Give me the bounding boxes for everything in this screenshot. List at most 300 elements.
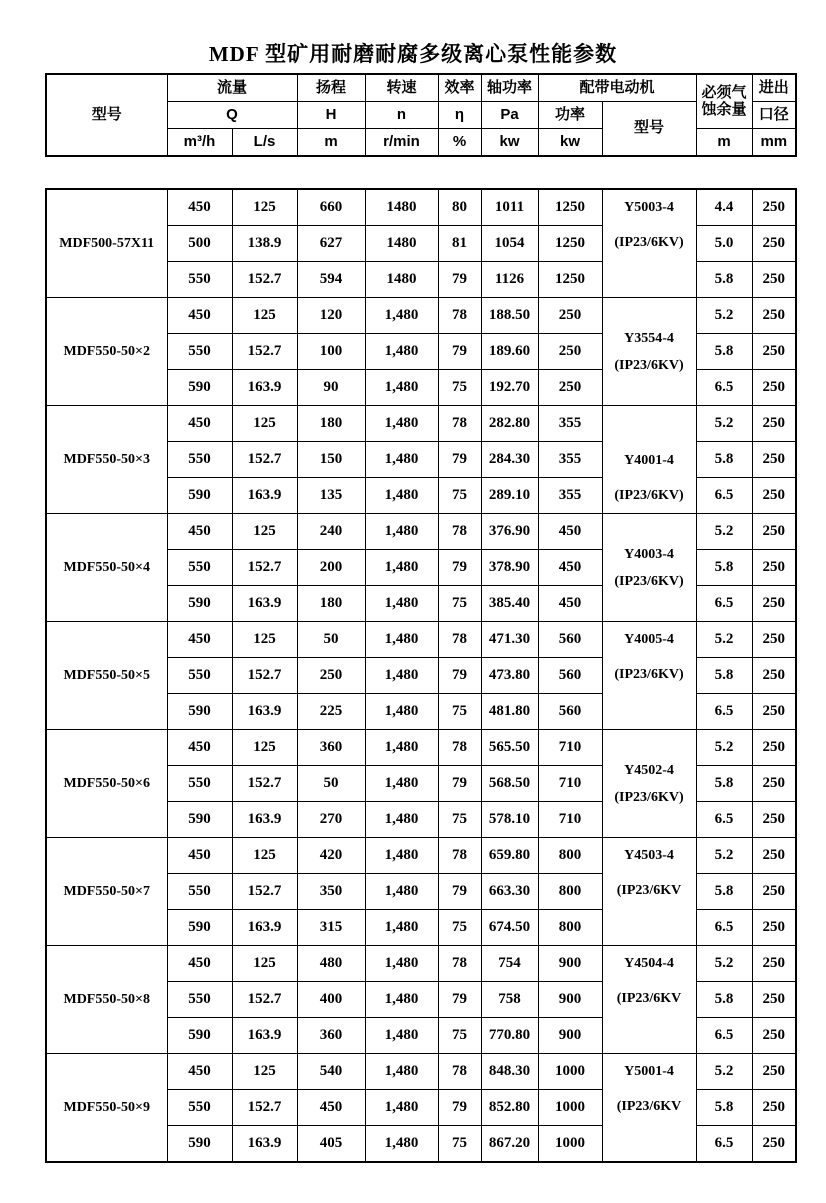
head-cell: 420 bbox=[297, 838, 365, 874]
npsh-cell: 6.5 bbox=[696, 802, 752, 838]
flow-ls-cell: 163.9 bbox=[232, 910, 297, 946]
diameter-cell: 250 bbox=[752, 838, 796, 874]
speed-cell: 1,480 bbox=[365, 550, 438, 586]
flow-m3h-cell: 450 bbox=[167, 838, 232, 874]
efficiency-cell: 75 bbox=[438, 910, 481, 946]
motor-model-line: Y4005-4 bbox=[624, 632, 674, 647]
head-cell: 150 bbox=[297, 442, 365, 478]
flow-ls-cell: 163.9 bbox=[232, 1126, 297, 1163]
shaft-power-cell: 848.30 bbox=[481, 1054, 538, 1090]
flow-ls-cell: 152.7 bbox=[232, 874, 297, 910]
motor-protection-line: (IP23/6KV) bbox=[614, 488, 684, 503]
motor-power-cell: 560 bbox=[538, 622, 602, 658]
efficiency-cell: 78 bbox=[438, 730, 481, 766]
flow-m3h-cell: 590 bbox=[167, 1018, 232, 1054]
diameter-cell: 250 bbox=[752, 370, 796, 406]
diameter-cell: 250 bbox=[752, 622, 796, 658]
motor-protection-line: (IP23/6KV) bbox=[614, 667, 684, 682]
motor-power-cell: 450 bbox=[538, 550, 602, 586]
col-header-pump-model: 型号 bbox=[46, 74, 167, 156]
col-header-efficiency: 效率 bbox=[438, 74, 481, 102]
motor-power-cell: 710 bbox=[538, 766, 602, 802]
shaft-power-cell: 867.20 bbox=[481, 1126, 538, 1163]
speed-cell: 1,480 bbox=[365, 586, 438, 622]
spec-row bbox=[46, 514, 796, 550]
diameter-cell: 250 bbox=[752, 874, 796, 910]
col-header-head-symbol: H bbox=[297, 102, 365, 129]
npsh-cell: 6.5 bbox=[696, 586, 752, 622]
col-header-npsh-unit: m bbox=[696, 129, 752, 157]
shaft-power-cell: 1054 bbox=[481, 226, 538, 262]
head-cell: 100 bbox=[297, 334, 365, 370]
speed-cell: 1,480 bbox=[365, 910, 438, 946]
motor-model-line: Y5003-4 bbox=[624, 200, 674, 215]
motor-power-cell: 560 bbox=[538, 694, 602, 730]
efficiency-cell: 79 bbox=[438, 442, 481, 478]
flow-ls-cell: 125 bbox=[232, 838, 297, 874]
motor-power-cell: 800 bbox=[538, 874, 602, 910]
pump-model-cell: MDF550-50×4 bbox=[46, 514, 167, 622]
spec-row bbox=[46, 946, 796, 982]
motor-model-line: Y4503-4 bbox=[624, 848, 674, 863]
npsh-cell: 6.5 bbox=[696, 694, 752, 730]
spec-row bbox=[46, 838, 796, 874]
flow-ls-cell: 152.7 bbox=[232, 262, 297, 298]
flow-ls-cell: 125 bbox=[232, 189, 297, 226]
head-cell: 405 bbox=[297, 1126, 365, 1163]
speed-cell: 1480 bbox=[365, 189, 438, 226]
shaft-power-cell: 568.50 bbox=[481, 766, 538, 802]
head-cell: 90 bbox=[297, 370, 365, 406]
diameter-cell: 250 bbox=[752, 694, 796, 730]
col-header-shaft-power-unit: kw bbox=[481, 129, 538, 157]
flow-m3h-cell: 450 bbox=[167, 189, 232, 226]
flow-m3h-cell: 550 bbox=[167, 874, 232, 910]
flow-ls-cell: 125 bbox=[232, 514, 297, 550]
speed-cell: 1,480 bbox=[365, 982, 438, 1018]
flow-m3h-cell: 590 bbox=[167, 910, 232, 946]
npsh-cell: 6.5 bbox=[696, 478, 752, 514]
motor-protection-line: (IP23/6KV) bbox=[614, 357, 684, 373]
spec-row bbox=[46, 406, 796, 442]
motor-power-cell: 355 bbox=[538, 478, 602, 514]
diameter-cell: 250 bbox=[752, 946, 796, 982]
head-cell: 594 bbox=[297, 262, 365, 298]
spec-row bbox=[46, 730, 796, 766]
flow-ls-cell: 125 bbox=[232, 298, 297, 334]
motor-power-cell: 800 bbox=[538, 838, 602, 874]
motor-power-cell: 450 bbox=[538, 586, 602, 622]
motor-model-line: Y4502-4 bbox=[624, 762, 674, 778]
col-header-motor-model: 型号 bbox=[602, 102, 696, 157]
col-header-speed: 转速 bbox=[365, 74, 438, 102]
npsh-cell: 5.2 bbox=[696, 514, 752, 550]
motor-power-cell: 560 bbox=[538, 658, 602, 694]
diameter-cell: 250 bbox=[752, 658, 796, 694]
flow-ls-cell: 163.9 bbox=[232, 586, 297, 622]
motor-model-cell bbox=[602, 838, 696, 946]
efficiency-cell: 75 bbox=[438, 478, 481, 514]
shaft-power-cell: 289.10 bbox=[481, 478, 538, 514]
flow-ls-cell: 152.7 bbox=[232, 442, 297, 478]
npsh-cell: 5.2 bbox=[696, 406, 752, 442]
npsh-cell: 5.8 bbox=[696, 550, 752, 586]
col-header-motor-power-unit: kw bbox=[538, 129, 602, 157]
shaft-power-cell: 758 bbox=[481, 982, 538, 1018]
efficiency-cell: 78 bbox=[438, 622, 481, 658]
motor-model-line: Y5001-4 bbox=[624, 1064, 674, 1079]
npsh-cell: 6.5 bbox=[696, 910, 752, 946]
diameter-cell: 250 bbox=[752, 514, 796, 550]
diameter-cell: 250 bbox=[752, 802, 796, 838]
diameter-cell: 250 bbox=[752, 910, 796, 946]
diameter-cell: 250 bbox=[752, 982, 796, 1018]
flow-ls-cell: 152.7 bbox=[232, 766, 297, 802]
motor-power-cell: 1250 bbox=[538, 189, 602, 226]
motor-power-cell: 710 bbox=[538, 802, 602, 838]
motor-protection-line: (IP23/6KV) bbox=[614, 235, 684, 250]
pump-model-cell: MDF550-50×6 bbox=[46, 730, 167, 838]
speed-cell: 1,480 bbox=[365, 622, 438, 658]
flow-m3h-cell: 550 bbox=[167, 658, 232, 694]
motor-power-cell: 1250 bbox=[538, 226, 602, 262]
flow-m3h-cell: 450 bbox=[167, 1054, 232, 1090]
efficiency-cell: 75 bbox=[438, 1018, 481, 1054]
col-header-flow-unit-m3h: m³/h bbox=[167, 129, 232, 157]
efficiency-cell: 79 bbox=[438, 334, 481, 370]
pump-model-cell: MDF550-50×5 bbox=[46, 622, 167, 730]
shaft-power-cell: 663.30 bbox=[481, 874, 538, 910]
head-cell: 200 bbox=[297, 550, 365, 586]
head-cell: 450 bbox=[297, 1090, 365, 1126]
col-header-ports-line1: 进出 bbox=[752, 74, 796, 102]
efficiency-cell: 79 bbox=[438, 262, 481, 298]
flow-m3h-cell: 590 bbox=[167, 1126, 232, 1163]
pump-model-cell: MDF500-57X11 bbox=[46, 189, 167, 298]
flow-m3h-cell: 550 bbox=[167, 442, 232, 478]
motor-model-line: Y3554-4 bbox=[624, 330, 674, 346]
shaft-power-cell: 659.80 bbox=[481, 838, 538, 874]
flow-ls-cell: 125 bbox=[232, 406, 297, 442]
head-cell: 180 bbox=[297, 586, 365, 622]
motor-model-cell bbox=[602, 189, 696, 298]
diameter-cell: 250 bbox=[752, 442, 796, 478]
npsh-cell: 5.2 bbox=[696, 946, 752, 982]
efficiency-cell: 79 bbox=[438, 766, 481, 802]
flow-ls-cell: 163.9 bbox=[232, 478, 297, 514]
speed-cell: 1,480 bbox=[365, 298, 438, 334]
flow-m3h-cell: 550 bbox=[167, 1090, 232, 1126]
efficiency-cell: 78 bbox=[438, 1054, 481, 1090]
col-header-flow-unit-ls: L/s bbox=[232, 129, 297, 157]
efficiency-cell: 75 bbox=[438, 1126, 481, 1163]
spec-body-table bbox=[45, 188, 797, 1163]
motor-power-cell: 450 bbox=[538, 514, 602, 550]
motor-power-cell: 1000 bbox=[538, 1054, 602, 1090]
motor-power-cell: 250 bbox=[538, 298, 602, 334]
diameter-cell: 250 bbox=[752, 334, 796, 370]
flow-m3h-cell: 450 bbox=[167, 622, 232, 658]
flow-m3h-cell: 550 bbox=[167, 766, 232, 802]
head-cell: 120 bbox=[297, 298, 365, 334]
motor-power-cell: 900 bbox=[538, 1018, 602, 1054]
diameter-cell: 250 bbox=[752, 1054, 796, 1090]
spec-body bbox=[46, 189, 796, 1162]
flow-m3h-cell: 590 bbox=[167, 802, 232, 838]
shaft-power-cell: 1126 bbox=[481, 262, 538, 298]
head-cell: 50 bbox=[297, 766, 365, 802]
shaft-power-cell: 473.80 bbox=[481, 658, 538, 694]
col-header-motor-power: 功率 bbox=[538, 102, 602, 129]
efficiency-cell: 79 bbox=[438, 658, 481, 694]
speed-cell: 1480 bbox=[365, 262, 438, 298]
head-cell: 627 bbox=[297, 226, 365, 262]
col-header-head-unit: m bbox=[297, 129, 365, 157]
head-cell: 250 bbox=[297, 658, 365, 694]
flow-ls-cell: 125 bbox=[232, 730, 297, 766]
diameter-cell: 250 bbox=[752, 1090, 796, 1126]
shaft-power-cell: 481.80 bbox=[481, 694, 538, 730]
speed-cell: 1,480 bbox=[365, 1054, 438, 1090]
motor-model-cell bbox=[602, 730, 696, 838]
speed-cell: 1,480 bbox=[365, 802, 438, 838]
npsh-cell: 6.5 bbox=[696, 1126, 752, 1163]
npsh-cell: 5.8 bbox=[696, 262, 752, 298]
speed-cell: 1,480 bbox=[365, 406, 438, 442]
diameter-cell: 250 bbox=[752, 1126, 796, 1163]
pump-model-cell: MDF550-50×3 bbox=[46, 406, 167, 514]
npsh-label-line1: 必须气 bbox=[701, 84, 747, 101]
head-cell: 360 bbox=[297, 730, 365, 766]
head-cell: 400 bbox=[297, 982, 365, 1018]
speed-cell: 1,480 bbox=[365, 1090, 438, 1126]
head-cell: 315 bbox=[297, 910, 365, 946]
col-header-head: 扬程 bbox=[297, 74, 365, 102]
col-header-speed-symbol: n bbox=[365, 102, 438, 129]
speed-cell: 1,480 bbox=[365, 766, 438, 802]
motor-power-cell: 900 bbox=[538, 946, 602, 982]
flow-ls-cell: 138.9 bbox=[232, 226, 297, 262]
diameter-cell: 250 bbox=[752, 406, 796, 442]
pump-model-cell: MDF550-50×9 bbox=[46, 1054, 167, 1163]
efficiency-cell: 78 bbox=[438, 838, 481, 874]
page-title: MDF 型矿用耐磨耐腐多级离心泵性能参数 bbox=[208, 42, 618, 66]
flow-m3h-cell: 590 bbox=[167, 478, 232, 514]
shaft-power-cell: 376.90 bbox=[481, 514, 538, 550]
npsh-cell: 5.8 bbox=[696, 442, 752, 478]
shaft-power-cell: 192.70 bbox=[481, 370, 538, 406]
head-cell: 660 bbox=[297, 189, 365, 226]
speed-cell: 1,480 bbox=[365, 514, 438, 550]
motor-protection-line: (IP23/6KV bbox=[616, 883, 682, 898]
shaft-power-cell: 282.80 bbox=[481, 406, 538, 442]
flow-m3h-cell: 550 bbox=[167, 550, 232, 586]
head-cell: 480 bbox=[297, 946, 365, 982]
shaft-power-cell: 284.30 bbox=[481, 442, 538, 478]
flow-ls-cell: 152.7 bbox=[232, 982, 297, 1018]
col-header-npsh bbox=[696, 74, 752, 129]
shaft-power-cell: 378.90 bbox=[481, 550, 538, 586]
head-cell: 50 bbox=[297, 622, 365, 658]
speed-cell: 1,480 bbox=[365, 370, 438, 406]
flow-m3h-cell: 500 bbox=[167, 226, 232, 262]
flow-ls-cell: 125 bbox=[232, 1054, 297, 1090]
col-header-ports-unit: mm bbox=[752, 129, 796, 157]
diameter-cell: 250 bbox=[752, 189, 796, 226]
efficiency-cell: 78 bbox=[438, 298, 481, 334]
motor-model-cell bbox=[602, 298, 696, 406]
col-header-shaft-power-symbol: Pa bbox=[481, 102, 538, 129]
npsh-cell: 5.8 bbox=[696, 334, 752, 370]
diameter-cell: 250 bbox=[752, 766, 796, 802]
flow-m3h-cell: 450 bbox=[167, 298, 232, 334]
motor-model-line: Y4003-4 bbox=[624, 546, 674, 562]
shaft-power-cell: 188.50 bbox=[481, 298, 538, 334]
flow-ls-cell: 163.9 bbox=[232, 802, 297, 838]
motor-protection-line: (IP23/6KV bbox=[616, 991, 682, 1006]
motor-power-cell: 250 bbox=[538, 370, 602, 406]
pump-model-cell: MDF550-50×8 bbox=[46, 946, 167, 1054]
flow-m3h-cell: 590 bbox=[167, 586, 232, 622]
efficiency-cell: 75 bbox=[438, 802, 481, 838]
flow-m3h-cell: 450 bbox=[167, 946, 232, 982]
motor-power-cell: 1000 bbox=[538, 1090, 602, 1126]
npsh-cell: 5.8 bbox=[696, 1090, 752, 1126]
head-cell: 360 bbox=[297, 1018, 365, 1054]
flow-ls-cell: 152.7 bbox=[232, 658, 297, 694]
speed-cell: 1,480 bbox=[365, 334, 438, 370]
speed-cell: 1480 bbox=[365, 226, 438, 262]
flow-m3h-cell: 550 bbox=[167, 334, 232, 370]
shaft-power-cell: 754 bbox=[481, 946, 538, 982]
efficiency-cell: 79 bbox=[438, 982, 481, 1018]
npsh-cell: 5.8 bbox=[696, 874, 752, 910]
col-header-flow: 流量 bbox=[167, 74, 297, 102]
shaft-power-cell: 471.30 bbox=[481, 622, 538, 658]
speed-cell: 1,480 bbox=[365, 694, 438, 730]
header-row-1 bbox=[46, 74, 796, 102]
npsh-cell: 5.2 bbox=[696, 838, 752, 874]
speed-cell: 1,480 bbox=[365, 1018, 438, 1054]
motor-power-cell: 1250 bbox=[538, 262, 602, 298]
flow-m3h-cell: 550 bbox=[167, 262, 232, 298]
diameter-cell: 250 bbox=[752, 226, 796, 262]
head-cell: 350 bbox=[297, 874, 365, 910]
speed-cell: 1,480 bbox=[365, 658, 438, 694]
efficiency-cell: 81 bbox=[438, 226, 481, 262]
head-cell: 240 bbox=[297, 514, 365, 550]
npsh-cell: 6.5 bbox=[696, 1018, 752, 1054]
efficiency-cell: 78 bbox=[438, 514, 481, 550]
col-header-shaft-power: 轴功率 bbox=[481, 74, 538, 102]
efficiency-cell: 78 bbox=[438, 406, 481, 442]
efficiency-cell: 75 bbox=[438, 694, 481, 730]
diameter-cell: 250 bbox=[752, 478, 796, 514]
shaft-power-cell: 189.60 bbox=[481, 334, 538, 370]
npsh-cell: 6.5 bbox=[696, 370, 752, 406]
pump-model-cell: MDF550-50×7 bbox=[46, 838, 167, 946]
npsh-cell: 5.8 bbox=[696, 658, 752, 694]
flow-ls-cell: 152.7 bbox=[232, 1090, 297, 1126]
speed-cell: 1,480 bbox=[365, 1126, 438, 1163]
col-header-ports-line2: 口径 bbox=[752, 102, 796, 129]
head-cell: 180 bbox=[297, 406, 365, 442]
speed-cell: 1,480 bbox=[365, 478, 438, 514]
flow-ls-cell: 152.7 bbox=[232, 334, 297, 370]
motor-power-cell: 900 bbox=[538, 982, 602, 1018]
npsh-cell: 5.8 bbox=[696, 766, 752, 802]
diameter-cell: 250 bbox=[752, 1018, 796, 1054]
flow-m3h-cell: 590 bbox=[167, 370, 232, 406]
motor-model-line: Y4001-4 bbox=[624, 453, 674, 468]
speed-cell: 1,480 bbox=[365, 442, 438, 478]
motor-model-cell bbox=[602, 406, 696, 514]
motor-power-cell: 1000 bbox=[538, 1126, 602, 1163]
speed-cell: 1,480 bbox=[365, 946, 438, 982]
npsh-cell: 5.2 bbox=[696, 622, 752, 658]
efficiency-cell: 79 bbox=[438, 874, 481, 910]
npsh-cell: 5.8 bbox=[696, 982, 752, 1018]
col-header-speed-unit: r/min bbox=[365, 129, 438, 157]
shaft-power-cell: 1011 bbox=[481, 189, 538, 226]
motor-model-cell bbox=[602, 946, 696, 1054]
flow-m3h-cell: 450 bbox=[167, 730, 232, 766]
head-cell: 135 bbox=[297, 478, 365, 514]
npsh-cell: 5.0 bbox=[696, 226, 752, 262]
shaft-power-cell: 770.80 bbox=[481, 1018, 538, 1054]
col-header-efficiency-symbol: η bbox=[438, 102, 481, 129]
motor-power-cell: 355 bbox=[538, 442, 602, 478]
head-cell: 225 bbox=[297, 694, 365, 730]
speed-cell: 1,480 bbox=[365, 838, 438, 874]
motor-power-cell: 800 bbox=[538, 910, 602, 946]
speed-cell: 1,480 bbox=[365, 730, 438, 766]
npsh-cell: 5.2 bbox=[696, 298, 752, 334]
col-header-efficiency-unit: % bbox=[438, 129, 481, 157]
spec-row bbox=[46, 298, 796, 334]
flow-ls-cell: 125 bbox=[232, 946, 297, 982]
flow-m3h-cell: 550 bbox=[167, 982, 232, 1018]
flow-ls-cell: 125 bbox=[232, 622, 297, 658]
motor-protection-line: (IP23/6KV) bbox=[614, 573, 684, 589]
npsh-label-line2: 蚀余量 bbox=[701, 100, 747, 118]
pump-model-cell: MDF550-50×2 bbox=[46, 298, 167, 406]
diameter-cell: 250 bbox=[752, 262, 796, 298]
shaft-power-cell: 578.10 bbox=[481, 802, 538, 838]
flow-ls-cell: 152.7 bbox=[232, 550, 297, 586]
shaft-power-cell: 385.40 bbox=[481, 586, 538, 622]
efficiency-cell: 80 bbox=[438, 189, 481, 226]
motor-power-cell: 250 bbox=[538, 334, 602, 370]
motor-power-cell: 355 bbox=[538, 406, 602, 442]
npsh-cell: 5.2 bbox=[696, 730, 752, 766]
diameter-cell: 250 bbox=[752, 730, 796, 766]
flow-m3h-cell: 590 bbox=[167, 694, 232, 730]
motor-model-cell bbox=[602, 514, 696, 622]
spec-header-table bbox=[45, 73, 797, 157]
head-cell: 270 bbox=[297, 802, 365, 838]
head-cell: 540 bbox=[297, 1054, 365, 1090]
npsh-cell: 5.2 bbox=[696, 1054, 752, 1090]
motor-protection-line: (IP23/6KV) bbox=[614, 789, 684, 805]
spec-row bbox=[46, 622, 796, 658]
flow-m3h-cell: 450 bbox=[167, 406, 232, 442]
motor-model-cell bbox=[602, 622, 696, 730]
spec-row bbox=[46, 189, 796, 226]
efficiency-cell: 78 bbox=[438, 946, 481, 982]
shaft-power-cell: 852.80 bbox=[481, 1090, 538, 1126]
motor-protection-line: (IP23/6KV bbox=[616, 1099, 682, 1114]
